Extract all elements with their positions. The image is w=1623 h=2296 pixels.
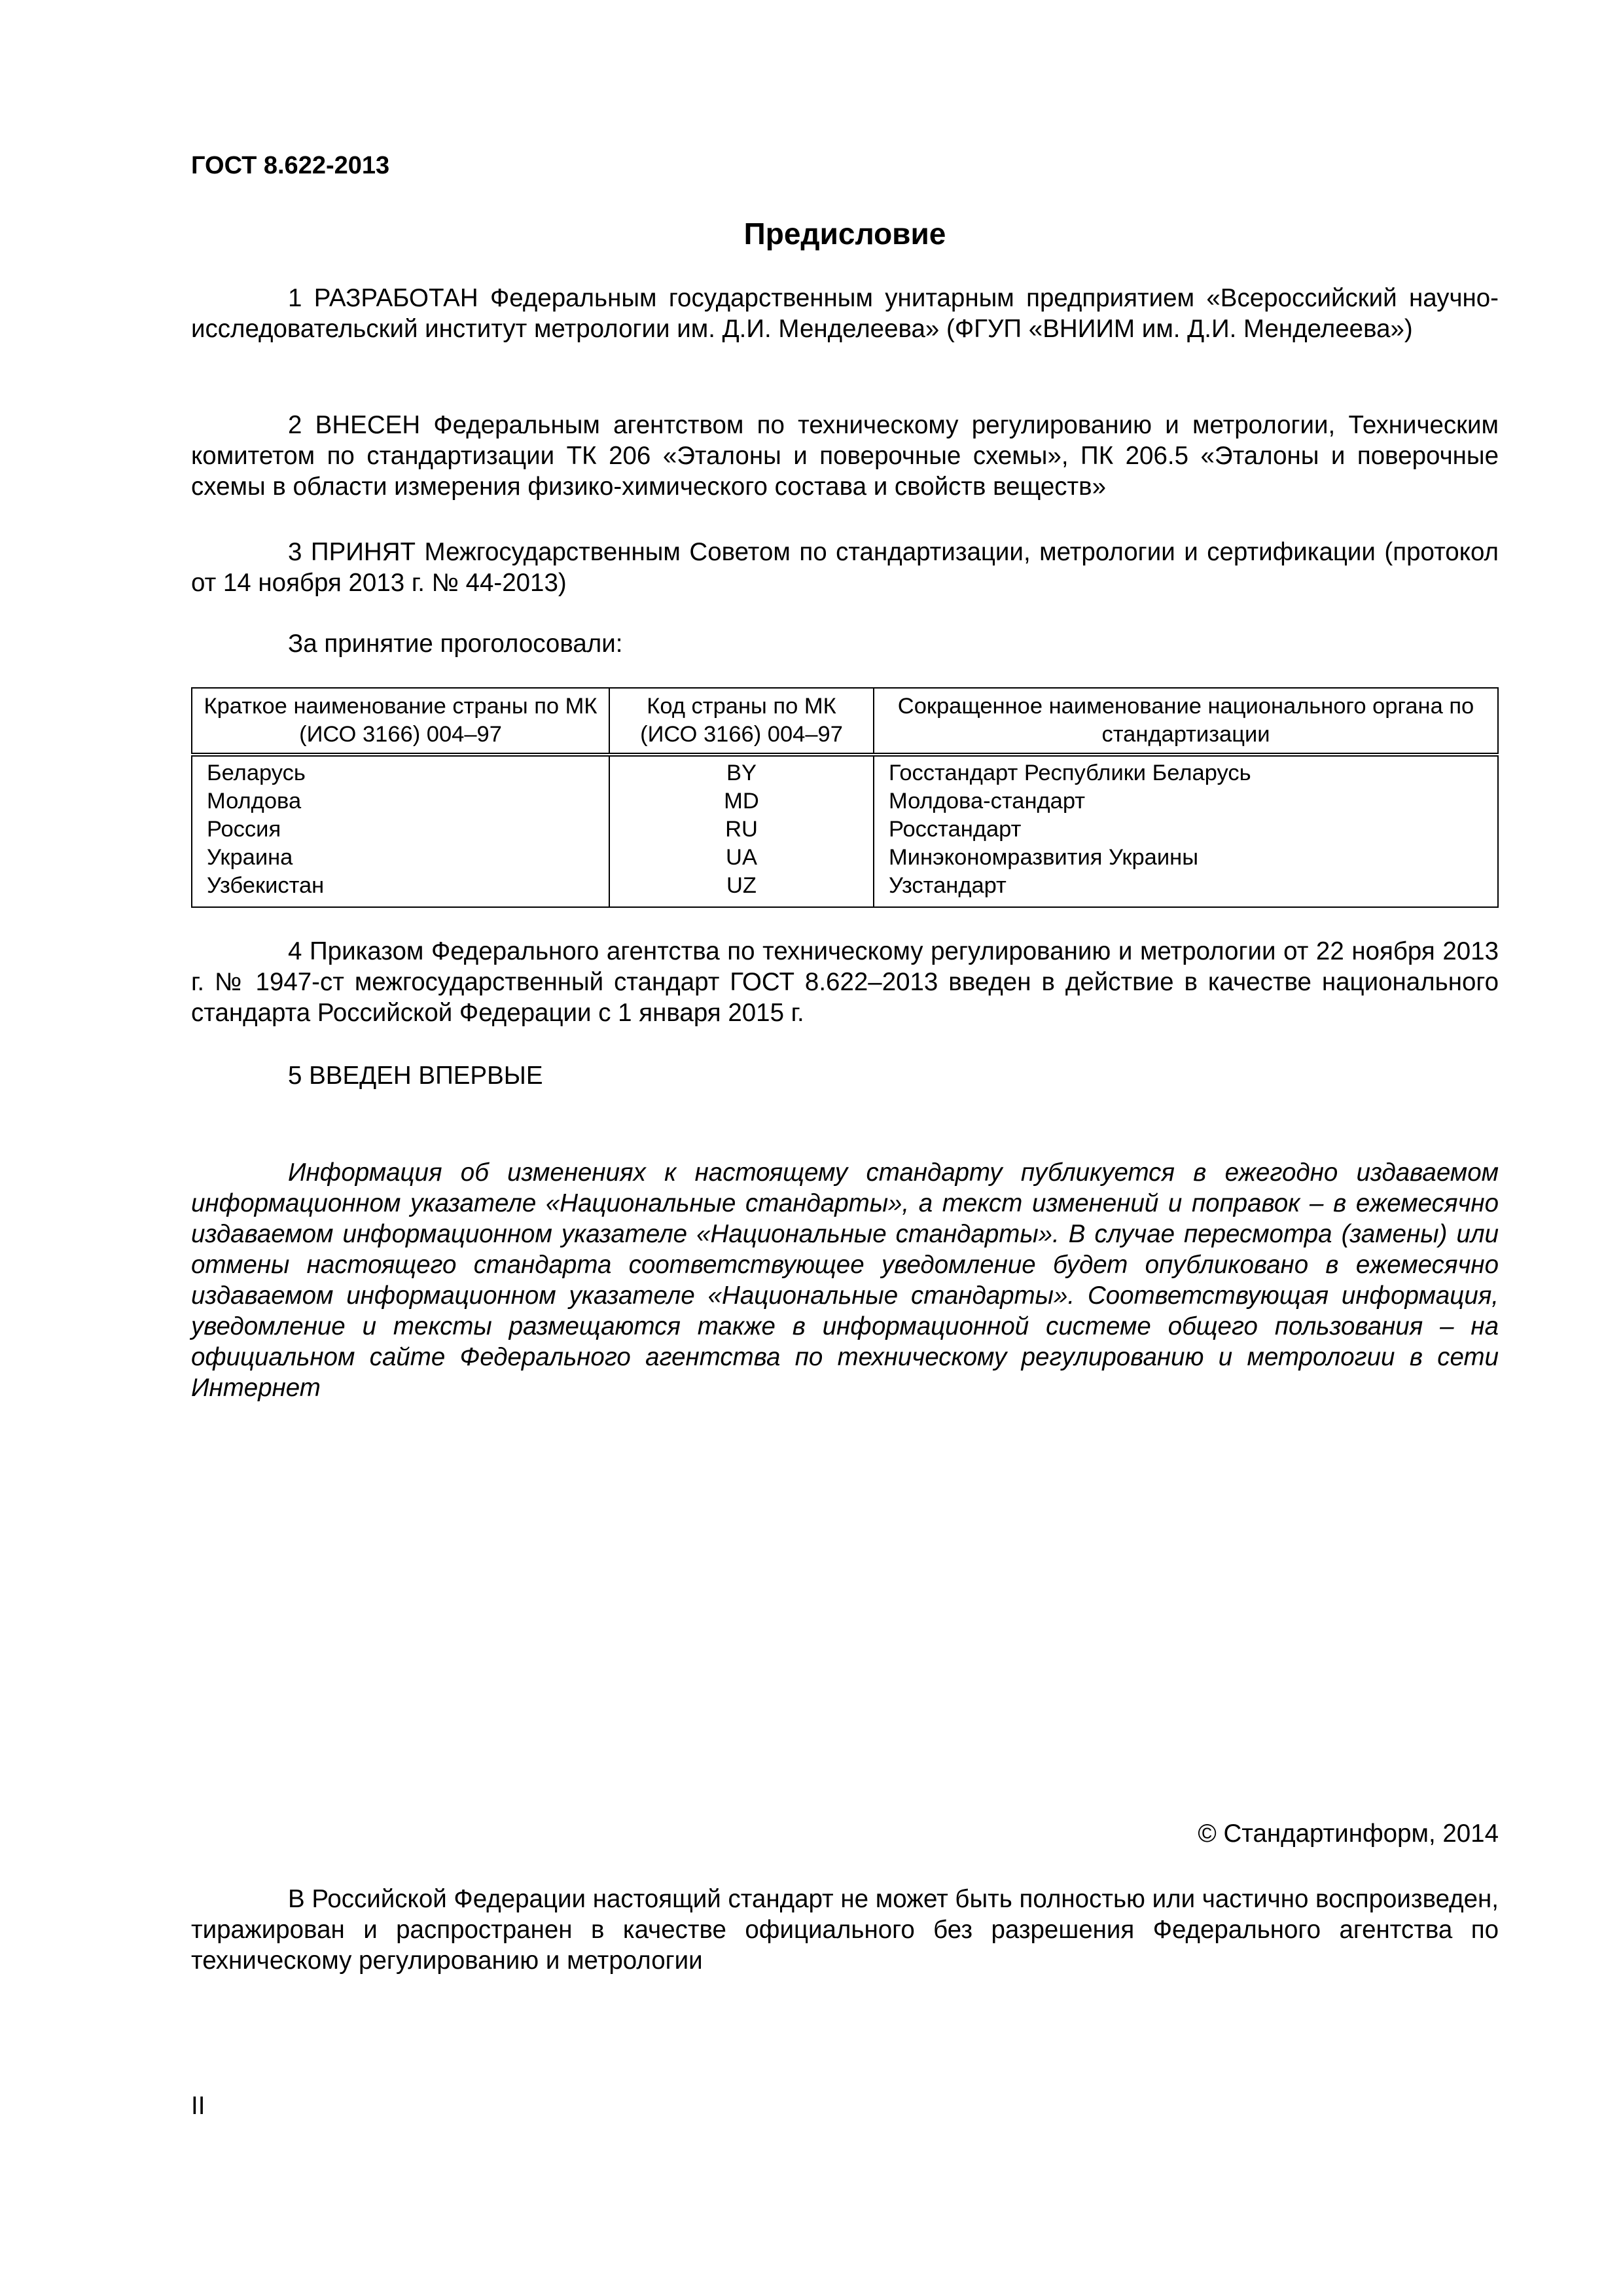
cell-country: Молдова <box>192 787 609 816</box>
table-row <box>192 755 1498 787</box>
column-header-country: Краткое наименование страны по МК (ИСО 3166) 004–97 <box>192 688 609 755</box>
table-row <box>192 872 1498 907</box>
voting-countries-table <box>191 687 1499 908</box>
section-title: Предисловие <box>743 217 946 251</box>
cell-body: Госстандарт Республики Беларусь <box>874 755 1498 787</box>
paragraph-first-introduced: 5 ВВЕДЕН ВПЕРВЫЕ <box>288 1062 543 1090</box>
table-row <box>192 844 1498 872</box>
column-header-code: Код страны по МК (ИСО 3166) 004–97 <box>609 688 874 755</box>
cell-country: Россия <box>192 816 609 844</box>
paragraph-order: 4 Приказом Федерального агентства по техническому регулированию и метрологии от 22 ноября 2013 г. № 1947-ст межгосударственный стандарт ГОСТ 8.622–2013 введен в действие в качестве национального стандарта Российской Федерации с 1 января 2015 г. <box>191 937 1499 1027</box>
voted-label: За принятие проголосовали: <box>288 630 623 658</box>
cell-country: Украина <box>192 844 609 872</box>
cell-body: Минэкономразвития Украины <box>874 844 1498 872</box>
cell-code: RU <box>609 816 874 844</box>
cell-country: Беларусь <box>192 755 609 787</box>
document-number: ГОСТ 8.622-2013 <box>191 152 390 179</box>
paragraph-change-information: Информация об изменениях к настоящему стандарту публикуется в ежегодно издаваемом информационном указателе «Национальные стандарты», а текст изменений и поправок – в ежемесячно издаваемом информационном указателе «Национальные стандарты». В случае пересмотра (замены) или отмены настоящего стандарта соответствующее уведомление будет опубликовано в ежемесячно издаваемом информационном указателе «Национальные стандарты». Соответствующая информация, уведомление и тексты размещаются также в информационной системе общего пользования – на официальном сайте Федерального агентства по техническому регулированию и метрологии в сети Интернет <box>191 1158 1499 1402</box>
cell-code: MD <box>609 787 874 816</box>
cell-country: Узбекистан <box>192 872 609 907</box>
page-number: II <box>191 2092 205 2120</box>
table-header-row <box>192 688 1498 755</box>
paragraph-developed: 1 РАЗРАБОТАН Федеральным государственным унитарным предприятием «Всероссийский научно-исследовательский институт метрологии им. Д.И. Менделеева» (ФГУП «ВНИИМ им. Д.И. Менделеева») <box>191 284 1499 343</box>
cell-code: UA <box>609 844 874 872</box>
table-row <box>192 787 1498 816</box>
cell-code: BY <box>609 755 874 787</box>
paragraph-reproduction-rights: В Российской Федерации настоящий стандарт не может быть полностью или частично воспроизведен, тиражирован и распространен в качестве официального без разрешения Федерального агентства по техническому регулированию и метрологии <box>191 1885 1499 1975</box>
copyright-notice: © Стандартинформ, 2014 <box>1198 1820 1499 1848</box>
column-header-body: Сокращенное наименование национального органа по стандартизации <box>874 688 1498 755</box>
cell-body: Росстандарт <box>874 816 1498 844</box>
cell-body: Узстандарт <box>874 872 1498 907</box>
paragraph-submitted: 2 ВНЕСЕН Федеральным агентством по техническому регулированию и метрологии, Техническим комитетом по стандартизации ТК 206 «Эталоны и поверочные схемы», ПК 206.5 «Эталоны и поверочные схемы в области измерения физико-химического состава и свойств веществ» <box>191 411 1499 501</box>
cell-body: Молдова-стандарт <box>874 787 1498 816</box>
cell-code: UZ <box>609 872 874 907</box>
paragraph-adopted: 3 ПРИНЯТ Межгосударственным Советом по стандартизации, метрологии и сертификации (протокол от 14 ноября 2013 г. № 44-2013) <box>191 538 1499 597</box>
table-row <box>192 816 1498 844</box>
